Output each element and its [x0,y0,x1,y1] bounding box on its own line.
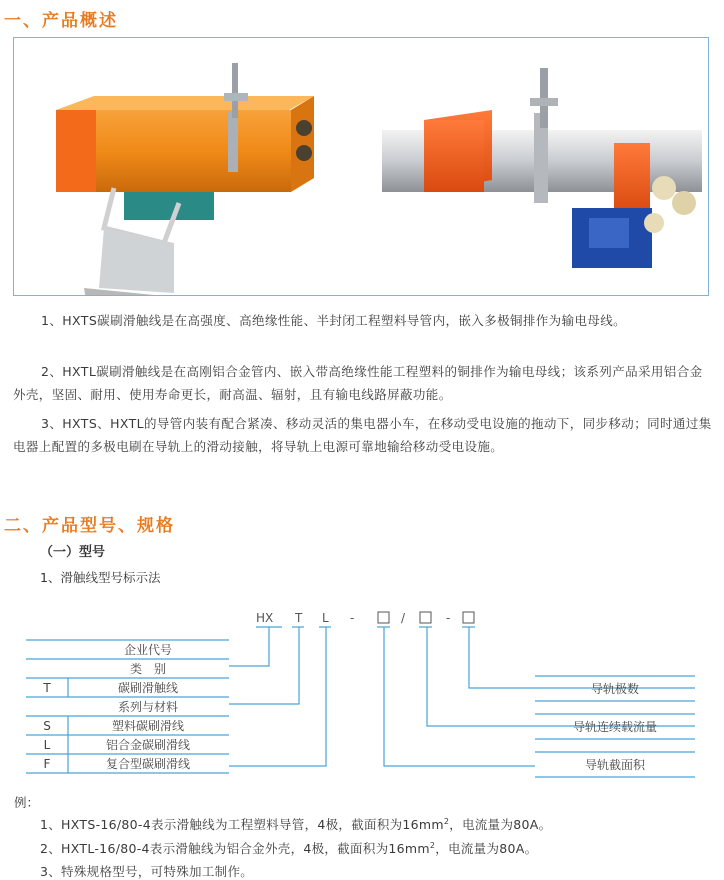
product-photos [13,37,709,296]
code-dash1: - [350,611,355,625]
example-3-text: 3、特殊规格型号，可特殊加工制作。 [40,864,254,879]
model-notation-diagram [0,600,724,780]
legend-label-enterprise: 企业代号 [123,643,173,657]
example-1 [40,815,551,833]
legend-code-t: T [43,681,51,695]
code-hx: HX [256,611,274,625]
right-label-section: 导轨截面积 [584,758,646,772]
code-t: T [295,611,303,625]
example-3 [40,862,253,880]
placeholder-box-poles [463,612,474,623]
hxts-product-image [56,63,314,296]
example-2-tail: ，电流量为80A。 [435,841,538,856]
example-1-text: 1、HXTS-16/80-4表示滑触线为工程塑料导管，4极，截面积为16mm [40,817,444,832]
legend-code-s: S [43,719,51,733]
paragraph-3: 3、HXTS、HXTL的导管内装有配合紧凑、移动灵活的集电器小车，在移动受电设施的拖动下，同步移动；同时通过集电器上配置的多极电刷在导轨上的滑动接触，将导轨上电源可靠地输给移动受电设施。 [13,416,712,454]
example-2-text: 2、HXTL-16/80-4表示滑触线为铝合金外壳，4极，截面积为16mm [40,841,430,856]
example-1-sup: 2 [443,816,450,826]
code-slash: / [401,611,406,625]
legend-label-composite: 复合型碳刷滑线 [105,757,191,771]
paragraph-2: 2、HXTL碳刷滑触线是在高刚铝合金管内、嵌入带高绝缘性能工程塑料的铜排作为输电母线；该系列产品采用铝合金外壳，坚固、耐用、使用寿命更长，耐高温、辐射，且有输电线路屏蔽功能。 [13,364,703,402]
hxtl-product-image [382,68,702,268]
legend-code-l: L [43,738,51,752]
code-l: L [322,611,329,625]
subsection-model: （一）型号 [40,545,106,560]
placeholder-box-section [378,612,389,623]
product-photo-illustration [14,38,709,296]
example-2 [40,839,537,857]
example-1-tail: ，电流量为80A。 [449,817,552,832]
subsection-notation: 1、滑触线型号标示法 [40,570,161,585]
legend-code-f: F [43,757,51,771]
placeholder-box-current [420,612,431,623]
section2-title: 二、产品型号、规格 [4,516,175,536]
legend-label-series-material: 系列与材料 [117,700,179,714]
code-dash2: - [446,611,451,625]
right-label-poles: 导轨极数 [590,682,640,696]
right-label-current: 导轨连续载流量 [572,720,658,734]
section1-title: 一、产品概述 [4,11,118,31]
legend-label-carbon-brush: 碳刷滑触线 [117,681,179,695]
example-2-sup: 2 [429,840,436,850]
paragraph-1: 1、HXTS碳刷滑触线是在高强度、高绝缘性能、半封闭工程塑料导管内，嵌入多极铜排作为输电母线。 [41,313,627,328]
legend-label-category: 类 别 [129,662,167,676]
legend-label-aluminum: 铝合金碳刷滑线 [105,738,191,752]
legend-label-plastic: 塑料碳刷滑线 [111,719,185,733]
example-heading: 例： [14,795,40,810]
